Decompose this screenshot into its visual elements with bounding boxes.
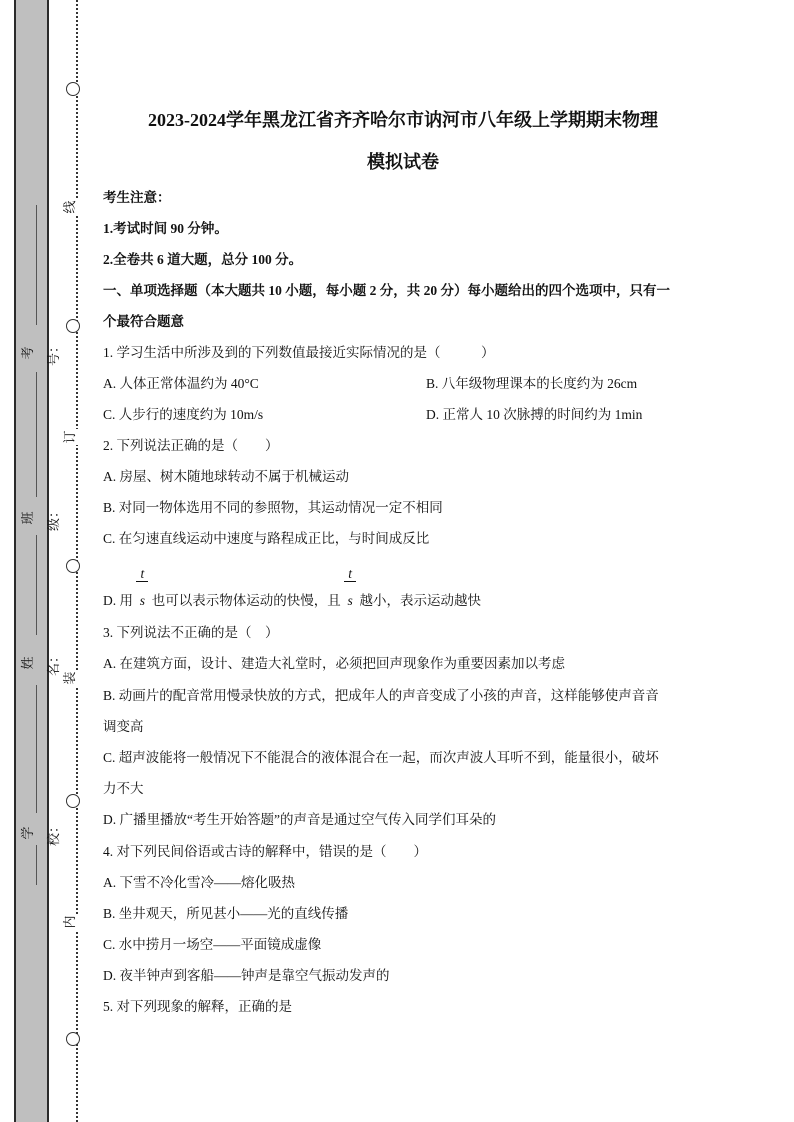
- question-option: A. 房屋、树木随地球转动不属于机械运动: [103, 469, 349, 484]
- question-option: A. 下雪不冷化雪冷——熔化吸热: [103, 875, 295, 890]
- name-label: 姓名：: [21, 649, 62, 676]
- binding-hole-icon: [66, 1032, 80, 1046]
- question-option: C. 人步行的速度约为 10m/s: [103, 407, 264, 422]
- question-stem: 1. 学习生活中所涉及到的下列数值最接近实际情况的是（ ）: [103, 345, 495, 360]
- question-option: C. 在匀速直线运动中速度与路程成正比，与时间成反比: [103, 531, 430, 546]
- question-option: B. 对同一物体选用不同的参照物，其运动情况一定不相同: [103, 500, 443, 515]
- class-blank-line: [36, 535, 37, 635]
- question-stem: 2. 下列说法正确的是（ ）: [103, 438, 279, 453]
- notice-item: 2.全卷共 6 道大题，总分 100 分。: [103, 252, 303, 267]
- exam-number-blank-line: [36, 205, 37, 325]
- school-blank-line: [36, 845, 37, 885]
- cut-char-staple: 订: [63, 430, 78, 444]
- binding-hole-icon: [66, 319, 80, 333]
- fraction-t-over-s: $\frac{t}{s}$: [344, 593, 356, 609]
- notice-item: 1.考试时间 90 分钟。: [103, 221, 228, 236]
- question-option-cont: 力不大: [103, 781, 144, 796]
- question-option-cont: 调变高: [103, 719, 144, 734]
- cut-char-bind: 装: [63, 671, 78, 685]
- question-option: B. 动画片的配音常用慢录快放的方式，把成年人的声音变成了小孩的声音，这样能够使声音音: [103, 688, 659, 703]
- section-heading: 一、单项选择题（本大题共 10 小题，每小题 2 分，共 20 分）每小题给出的四个选项中，只有一: [103, 283, 670, 298]
- binding-hole-icon: [66, 559, 80, 573]
- question-option: C. 超声波能将一般情况下不能混合的液体混合在一起，而次声波人耳听不到，能量很小，破坏: [103, 750, 659, 765]
- notice-heading: 考生注意：: [103, 190, 171, 205]
- class-label: 班级：: [21, 504, 62, 531]
- question-option: A. 人体正常体温约为 40°C: [103, 376, 259, 391]
- question-option: B. 坐井观天，所见甚小——光的直线传播: [103, 906, 349, 921]
- school-label: 学校：: [21, 819, 62, 846]
- cut-char-line: 线: [63, 200, 78, 214]
- binding-hole-icon: [66, 794, 80, 808]
- option-d-prefix: D. 用: [103, 593, 133, 608]
- binding-hole-icon: [66, 82, 80, 96]
- question-stem: 3. 下列说法不正确的是（ ）: [103, 625, 279, 640]
- option-d-suffix: 越小，表示运动越快: [356, 593, 481, 608]
- binding-margin-strip: [14, 0, 62, 1122]
- section-heading-cont: 个最符合题意: [103, 314, 184, 329]
- option-d-middle: 也可以表示物体运动的快慢，且: [148, 593, 341, 608]
- question-option: [103, 566, 481, 609]
- page-title: 2023-2024学年黑龙江省齐齐哈尔市讷河市八年级上学期期末物理: [148, 110, 658, 130]
- fraction-t-over-s: $\frac{t}{s}$: [136, 593, 148, 609]
- exam-number-label: 考号：: [21, 339, 62, 366]
- question-option: D. 正常人 10 次脉搏的时间约为 1min: [426, 407, 643, 422]
- page-subtitle: 模拟试卷: [367, 152, 439, 172]
- cut-char-inside: 内: [63, 915, 78, 929]
- name-blank-line: [36, 685, 37, 813]
- question-option: D. 夜半钟声到客船——钟声是靠空气振动发声的: [103, 968, 390, 983]
- question-stem: 5. 对下列现象的解释，正确的是: [103, 999, 292, 1014]
- question-stem: 4. 对下列民间俗语或古诗的解释中，错误的是（ ）: [103, 844, 427, 859]
- exam-number-blank-line-2: [36, 372, 37, 497]
- question-option: D. 广播里播放“考生开始答题”的声音是通过空气传入同学们耳朵的: [103, 812, 496, 827]
- question-option: A. 在建筑方面，设计、建造大礼堂时，必须把回声现象作为重要因素加以考虑: [103, 656, 565, 671]
- question-option: C. 水中捞月一场空——平面镜成虚像: [103, 937, 322, 952]
- question-option: B. 八年级物理课本的长度约为 26cm: [426, 376, 638, 391]
